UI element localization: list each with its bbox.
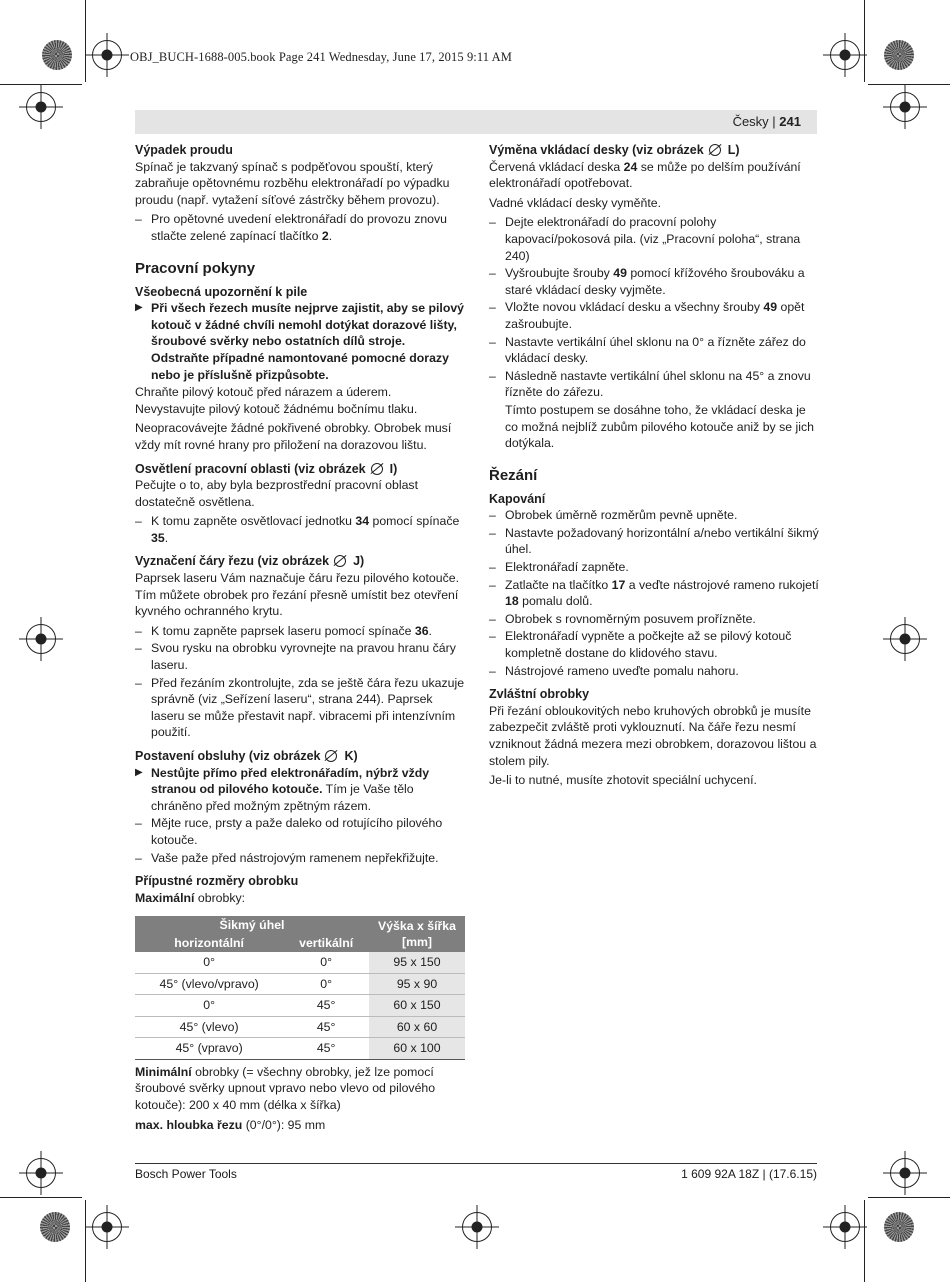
table-cell: 0° [135, 995, 283, 1017]
list-item: – Nastavte požadovaný horizontální a/nebo vertikální šikmý úhel. [489, 525, 819, 558]
table-header: Šikmý úhel [135, 916, 369, 934]
list-item: – K tomu zapněte paprsek laseru pomocí spínače 36. [135, 623, 465, 640]
table-row [135, 952, 465, 973]
paragraph: Vadné vkládací desky vyměňte. [489, 195, 662, 210]
list-item: – Vyšroubujte šrouby 49 pomocí křížového šroubováku a staré vkládací desky vyjměte. [489, 265, 819, 298]
registration-mark-icon [890, 624, 920, 654]
registration-mark-icon [92, 40, 122, 70]
color-registration-icon [40, 1212, 70, 1242]
section-heading: Kapování [489, 491, 546, 506]
dimensions-table [135, 916, 465, 1060]
left-column [135, 142, 465, 1136]
list-item: – Nastavte vertikální úhel sklonu na 0° a řízněte zářez do vkládací desky. [489, 334, 819, 367]
crop-mark [868, 1197, 950, 1198]
table-cell: 45° [283, 1038, 369, 1060]
figure-reference-icon [332, 555, 350, 566]
table-row [135, 1038, 465, 1060]
header-text: Česky | 241 [732, 114, 801, 129]
figure-reference-icon [369, 463, 387, 474]
color-registration-icon [884, 40, 914, 70]
table-row [135, 973, 465, 995]
paragraph: Chraňte pilový kotouč před nárazem a úderem. Nevystavujte pilový kotouč žádnému bočnímu tlaku. [135, 385, 418, 416]
right-column [489, 142, 819, 792]
warning-item: ▶ Při všech řezech musíte nejprve zajistit, aby se pilový kotouč v žádné chvíli nemohl dotýkat dorazové lišty, šroubové svěrky nebo ostatních dílů stroje. Odstraňte případné namontované pomocné dorazy nebo je příslušně přizpůsobte. [135, 300, 465, 383]
paragraph: Je-li to nutné, musíte zhotovit speciální uchycení. [489, 773, 757, 788]
registration-mark-icon [26, 1158, 56, 1188]
section-heading: Postavení obsluhy (viz obrázek K) [135, 749, 358, 763]
list-item: – Obrobek s rovnoměrným posuvem prořízněte. [489, 611, 819, 628]
table-header: Výška x šířka [mm] [369, 916, 465, 952]
list-item: – Obrobek úměrně rozměrům pevně upněte. [489, 507, 819, 524]
table-cell: 0° [283, 952, 369, 973]
registration-mark-icon [890, 92, 920, 122]
list-item: – Svou rysku na obrobku vyrovnejte na pravou hranu čáry laseru. [135, 640, 465, 673]
list-item: – Následně nastavte vertikální úhel sklonu na 45° a znovu řízněte do zářezu. [489, 368, 819, 401]
crop-mark [868, 84, 950, 85]
section-heading: Osvětlení pracovní oblasti (viz obrázek I) [135, 461, 398, 476]
table-cell: 0° [135, 952, 283, 973]
table-header: horizontální [135, 934, 283, 952]
table-row [135, 1016, 465, 1038]
section-heading: Zvláštní obrobky [489, 687, 590, 702]
list-item: – Dejte elektronářadí do pracovní polohy kapovací/pokosová pila. (viz „Pracovní poloha“, strana 240) [489, 214, 819, 264]
crop-mark [864, 0, 865, 82]
list-item: – Mějte ruce, prsty a paže daleko od rotujícího pilového kotouče. [135, 815, 465, 848]
color-registration-icon [42, 40, 72, 70]
registration-mark-icon [462, 1212, 492, 1242]
figure-reference-icon [323, 750, 341, 761]
list-item: – Pro opětovné uvedení elektronářadí do provozu znovu stlačte zelené zapínací tlačítko 2. [135, 211, 465, 244]
list-item: – K tomu zapněte osvětlovací jednotku 34 pomocí spínače 35. [135, 513, 465, 546]
paragraph: Paprsek laseru Vám naznačuje čáru řezu pilového kotouče. Tím můžete obrobek pro řezání přesně umístit bez otevření kyvného ochranného krytu. [135, 571, 460, 619]
paragraph: Červená vkládací deska 24 se může po delším používání elektronářadí opotřebovat. [489, 159, 801, 191]
page-number: 241 [779, 114, 801, 129]
table-cell: 60 x 100 [369, 1038, 465, 1060]
footer-rule [135, 1163, 817, 1164]
paragraph: Minimální obrobky (= všechny obrobky, jež lze pomocí šroubové svěrky upnout vpravo nebo vlevo od pilového kotouče): 200 x 40 mm (délka x šířka) [135, 1064, 436, 1113]
paragraph: Při řezání obloukovitých nebo kruhových obrobků je musíte zabezpečit zvláště proti vyklouznutí. Na čáře řezu nesmí vzniknout žádná mezera mezi obrobkem, dorazovou lištou a stolem pily. [489, 703, 817, 768]
footer-brand: Bosch Power Tools [135, 1167, 237, 1181]
paragraph: Neopracovávejte žádné pokřivené obrobky. Obrobek musí vždy mít rovné hrany pro přiložení na dorazovou lištu. [135, 421, 452, 452]
color-registration-icon [884, 1212, 914, 1242]
section-heading: Výměna vkládací desky (viz obrázek L) [489, 143, 740, 157]
crop-mark [85, 0, 86, 82]
table-cell: 45° [283, 995, 369, 1017]
crop-mark [0, 1197, 82, 1198]
table-cell: 60 x 150 [369, 995, 465, 1017]
running-header [135, 110, 817, 134]
print-info-line: OBJ_BUCH-1688-005.book Page 241 Wednesday, June 17, 2015 9:11 AM [130, 50, 512, 64]
list-item: – Před řezáním zkontrolujte, zda se ještě čára řezu ukazuje správně (viz „Seřízení laseru“, strana 244). Paprsek laseru se může přestavit např. vibracemi při intenzívním použití. [135, 675, 465, 741]
table-cell: 95 x 90 [369, 973, 465, 995]
table-header: vertikální [283, 934, 369, 952]
footer-doc-number: 1 609 92A 18Z | (17.6.15) [681, 1167, 817, 1181]
section-heading: Výpadek proudu [135, 143, 233, 157]
paragraph: Spínač je takzvaný spínač s podpěťovou spouští, který zabraňuje opětovnému rozběhu elektronářadí po výpadku proudu (např. vytažení síťové zástrčky během provozu). [135, 159, 450, 207]
registration-mark-icon [830, 40, 860, 70]
crop-mark [864, 1200, 865, 1282]
paragraph: Pečujte o to, aby byla bezprostřední pracovní oblast dostatečně osvětlena. [135, 478, 418, 509]
chapter-heading: Pracovní pokyny [135, 259, 256, 277]
list-item: – Elektronářadí zapněte. [489, 559, 819, 576]
list-item: – Vaše paže před nástrojovým ramenem nepřekřižujte. [135, 850, 465, 867]
table-cell: 0° [283, 973, 369, 995]
registration-mark-icon [830, 1212, 860, 1242]
paragraph: Tímto postupem se dosáhne toho, že vkládací deska je co možná nejblíž zubům pilového kotouče aniž by se jich dotýkala. [505, 402, 814, 451]
list-item: – Elektronářadí vypněte a počkejte až se pilový kotouč kompletně dostane do klidového stavu. [489, 628, 819, 661]
table-cell: 45° [283, 1016, 369, 1038]
paragraph: max. hloubka řezu (0°/0°): 95 mm [135, 1117, 326, 1132]
crop-mark [85, 1200, 86, 1282]
list-item: – Zatlačte na tlačítko 17 a veďte nástrojové rameno rukojetí 18 pomalu dolů. [489, 577, 819, 610]
table-cell: 95 x 150 [369, 952, 465, 973]
warning-item: ▶ Nestůjte přímo před elektronářadím, nýbrž vždy stranou od pilového kotouče. Tím je Vaše tělo chráněno před možným zpětným rázem. [135, 765, 465, 815]
table-cell: 60 x 60 [369, 1016, 465, 1038]
section-heading: Přípustné rozměry obrobku [135, 874, 299, 889]
list-item: – Vložte novou vkládací desku a všechny šrouby 49 opět zašroubujte. [489, 299, 819, 332]
table-row [135, 995, 465, 1017]
registration-mark-icon [26, 92, 56, 122]
section-heading: Vyznačení čáry řezu (viz obrázek J) [135, 554, 365, 569]
paragraph: Maximální obrobky: [135, 890, 246, 905]
table-cell: 45° (vlevo) [135, 1016, 283, 1038]
table-cell: 45° (vlevo/vpravo) [135, 973, 283, 995]
header-language: Česky [732, 114, 769, 129]
table-cell: 45° (vpravo) [135, 1038, 283, 1060]
list-item: – Nástrojové rameno uveďte pomalu nahoru. [489, 663, 819, 680]
chapter-heading: Řezání [489, 466, 538, 484]
figure-reference-icon [707, 144, 725, 155]
registration-mark-icon [26, 624, 56, 654]
registration-mark-icon [890, 1158, 920, 1188]
registration-mark-icon [92, 1212, 122, 1242]
section-heading: Všeobecná upozornění k pile [135, 284, 308, 299]
